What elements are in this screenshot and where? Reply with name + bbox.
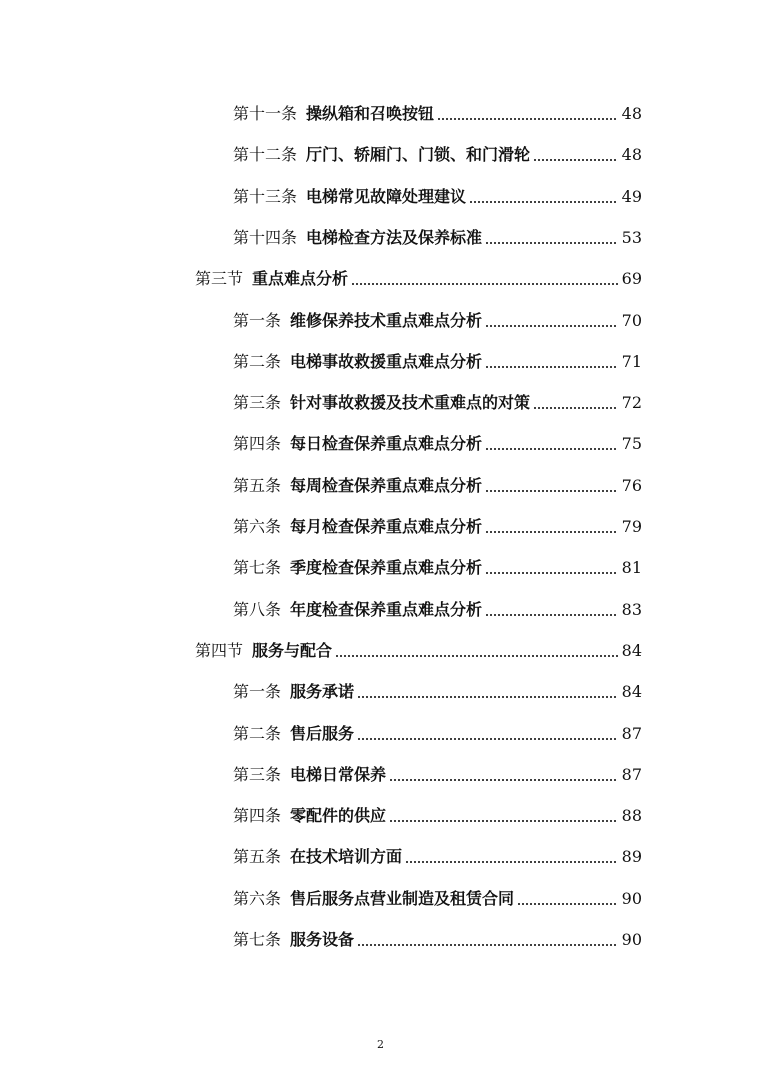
toc-entry-title: 每日检查保养重点难点分析	[290, 434, 483, 454]
toc-entry[interactable]	[233, 424, 642, 454]
toc-entry-title: 电梯日常保养	[290, 764, 387, 784]
toc-entry-title: 维修保养技术重点难点分析	[290, 310, 483, 330]
toc-entry-page: 76	[621, 475, 642, 495]
toc-entry-title: 每周检查保养重点难点分析	[290, 475, 483, 495]
toc-entry-number: 第十四条	[233, 227, 298, 247]
toc-section-title: 服务与配合	[252, 640, 333, 660]
toc-leader-dots	[485, 572, 618, 574]
toc-entry-page: 72	[621, 393, 642, 413]
toc-entry-number: 第三条	[233, 393, 282, 413]
toc-entry-number: 第八条	[233, 599, 282, 619]
toc-entry-title: 针对事故救援及技术重难点的对策	[290, 393, 531, 413]
toc-entry-title: 每月检查保养重点难点分析	[290, 517, 483, 536]
toc-entry-number: 第十一条	[233, 104, 298, 123]
toc-entry-number: 第二条	[233, 351, 282, 371]
toc-section-number: 第三节	[195, 269, 244, 289]
toc-leader-dots	[357, 738, 618, 740]
page-number-footer: 2	[377, 1038, 384, 1051]
toc-entry-page: 84	[621, 682, 642, 702]
toc-entry-number: 第三条	[233, 764, 282, 784]
toc-entry[interactable]	[233, 796, 642, 826]
toc-entry-page: 90	[621, 930, 642, 949]
toc-leader-dots	[485, 325, 618, 327]
toc-entry-number: 第四条	[233, 806, 282, 826]
toc-entry[interactable]	[233, 672, 642, 702]
toc-entry-title: 服务承诺	[290, 682, 355, 702]
toc-entry-number: 第五条	[233, 847, 282, 867]
toc-entry-title: 电梯检查方法及保养标准	[306, 227, 483, 247]
toc-entry[interactable]	[233, 383, 642, 413]
toc-entry-page: 89	[621, 847, 642, 867]
toc-leader-dots	[389, 779, 618, 781]
toc-entry-number: 第一条	[233, 682, 282, 702]
toc-entry[interactable]	[233, 466, 642, 496]
toc-entry-page: 88	[621, 806, 642, 826]
toc-entry-number: 第五条	[233, 475, 282, 495]
toc-entry-page: 87	[621, 723, 642, 743]
toc-entry-page: 79	[621, 517, 642, 536]
toc-leader-dots	[335, 655, 618, 657]
toc-entry-title: 厅门、轿厢门、门锁、和门滑轮	[306, 145, 531, 165]
toc-leader-dots	[485, 448, 618, 450]
toc-entry-title: 操纵箱和召唤按钮	[306, 104, 435, 123]
toc-entry-number: 第二条	[233, 723, 282, 743]
toc-leader-dots	[469, 201, 618, 203]
toc-section[interactable]	[195, 631, 642, 661]
toc-leader-dots	[533, 159, 618, 161]
toc-entry[interactable]	[233, 507, 642, 537]
toc-entry-page: 48	[621, 104, 642, 123]
toc-leader-dots	[517, 903, 618, 905]
toc-entry[interactable]	[233, 920, 642, 950]
toc-leader-dots	[351, 283, 618, 285]
toc-entry[interactable]	[233, 714, 642, 744]
toc-section-page: 69	[621, 269, 642, 289]
toc-leader-dots	[485, 490, 618, 492]
toc-entry-number: 第七条	[233, 558, 282, 578]
toc-entry-title: 电梯事故救援重点难点分析	[290, 351, 483, 371]
toc-entry-number: 第十三条	[233, 186, 298, 206]
toc-entry-page: 49	[621, 186, 642, 206]
toc-leader-dots	[405, 861, 618, 863]
toc-leader-dots	[533, 407, 618, 409]
toc-entry-page: 53	[621, 227, 642, 247]
toc-entry[interactable]	[233, 177, 642, 207]
toc-section[interactable]	[195, 259, 642, 289]
toc-entry-page: 48	[621, 145, 642, 165]
toc-section-page: 84	[621, 640, 642, 660]
toc-leader-dots	[357, 696, 618, 698]
toc-section-number: 第四节	[195, 640, 244, 660]
toc-entry-title: 年度检查保养重点难点分析	[290, 599, 483, 619]
toc-entry[interactable]	[233, 342, 642, 372]
toc-leader-dots	[485, 531, 618, 533]
toc-leader-dots	[357, 944, 618, 946]
toc-section-title: 重点难点分析	[252, 269, 349, 289]
toc-entry[interactable]	[233, 837, 642, 867]
toc-entry-number: 第七条	[233, 930, 282, 949]
toc-leader-dots	[485, 242, 618, 244]
toc-entry[interactable]	[233, 755, 642, 785]
toc-leader-dots	[437, 118, 618, 120]
toc-entry-number: 第六条	[233, 517, 282, 536]
toc-entry[interactable]	[233, 879, 642, 909]
toc-entry-page: 90	[621, 888, 642, 908]
toc-entry-number: 第四条	[233, 434, 282, 454]
toc-entry-title: 在技术培训方面	[290, 847, 403, 867]
toc-entry-title: 电梯常见故障处理建议	[306, 186, 467, 206]
toc-entry-page: 70	[621, 310, 642, 330]
toc-entry-page: 83	[621, 599, 642, 619]
toc-entry-title: 季度检查保养重点难点分析	[290, 558, 483, 578]
toc-leader-dots	[389, 820, 618, 822]
toc-entry-title: 服务设备	[290, 930, 355, 949]
toc-entry-page: 81	[621, 558, 642, 578]
toc-entry-number: 第十二条	[233, 145, 298, 165]
toc-entry-title: 售后服务点营业制造及租赁合同	[290, 888, 515, 908]
toc-entry-title: 零配件的供应	[290, 806, 387, 826]
toc-entry-page: 71	[621, 351, 642, 371]
toc-leader-dots	[485, 366, 618, 368]
toc-entry-title: 售后服务	[290, 723, 355, 743]
toc-entry[interactable]	[233, 135, 642, 165]
toc-entry[interactable]	[233, 548, 642, 578]
toc-entry-number: 第六条	[233, 888, 282, 908]
toc-entry[interactable]	[233, 590, 642, 620]
toc-entry-page: 75	[621, 434, 642, 454]
toc-entry[interactable]	[233, 218, 642, 248]
toc-entry-page: 87	[621, 764, 642, 784]
toc-entry[interactable]	[233, 301, 642, 331]
toc-entry-number: 第一条	[233, 310, 282, 330]
toc-leader-dots	[485, 614, 618, 616]
toc-entry[interactable]	[233, 94, 642, 124]
